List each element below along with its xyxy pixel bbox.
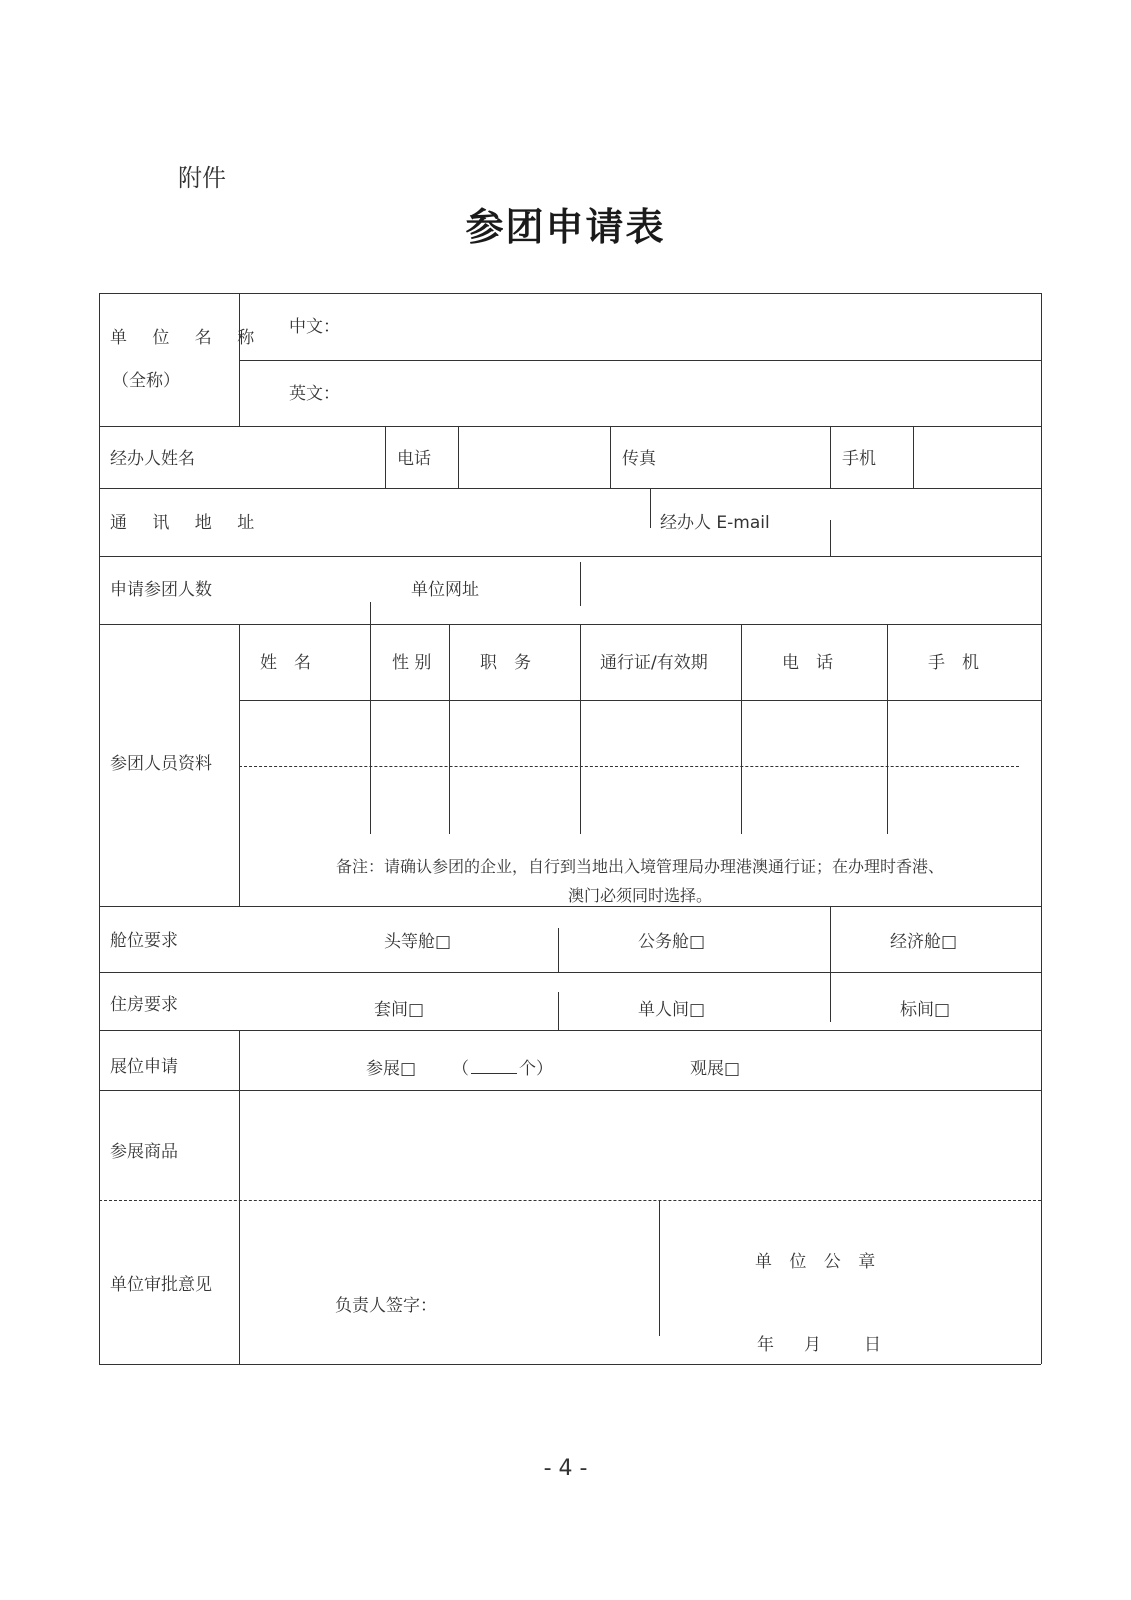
booth-visit-checkbox[interactable]: 观展□ — [690, 1059, 741, 1079]
cabin-first-checkbox[interactable]: 头等舱□ — [384, 932, 452, 952]
applicant-count-label: 申请参团人数 — [110, 580, 212, 600]
housing-label: 住房要求 — [110, 995, 178, 1015]
mobile-label: 手机 — [842, 449, 876, 469]
housing-standard-checkbox[interactable]: 标间□ — [900, 1000, 951, 1020]
column-header-gender: 性 别 — [392, 653, 432, 673]
unit-name-chinese-field[interactable]: 中文： — [289, 317, 340, 337]
column-header-permit: 通行证/有效期 — [600, 653, 708, 673]
goods-label: 参展商品 — [110, 1142, 178, 1162]
page-number: - 4 - — [543, 1456, 588, 1481]
cabin-economy-checkbox[interactable]: 经济舱□ — [890, 932, 958, 952]
column-header-position: 职 务 — [480, 653, 531, 673]
website-label: 单位网址 — [411, 580, 479, 600]
column-header-mobile: 手 机 — [928, 653, 979, 673]
booth-count-blank[interactable] — [471, 1059, 517, 1074]
members-note-line2: 澳门必须同时选择。 — [567, 886, 712, 905]
booth-count-close: 个） — [519, 1059, 553, 1079]
approval-label: 单位审批意见 — [110, 1275, 212, 1295]
column-header-name: 姓 名 — [260, 653, 311, 673]
date-day-label: 日 — [864, 1335, 881, 1355]
booth-count-field[interactable] — [452, 1054, 553, 1079]
unit-name-label: 单 位 名 称 — [110, 328, 265, 348]
date-year-label: 年 — [757, 1335, 774, 1355]
address-label: 通 讯 地 址 — [110, 513, 265, 533]
cabin-label: 舱位要求 — [110, 931, 178, 951]
booth-exhibit-checkbox[interactable]: 参展□ — [366, 1059, 417, 1079]
fax-label: 传真 — [622, 449, 656, 469]
unit-seal-label: 单 位 公 章 — [755, 1252, 882, 1272]
members-note-line1: 备注：请确认参团的企业，自行到当地出入境管理局办理港澳通行证；在办理时香港、 — [335, 857, 944, 876]
housing-suite-checkbox[interactable]: 套间□ — [374, 1000, 425, 1020]
date-month-label: 月 — [804, 1335, 821, 1355]
signature-label[interactable]: 负责人签字： — [335, 1296, 437, 1316]
booth-count-open: （ — [452, 1059, 469, 1079]
cabin-business-checkbox[interactable]: 公务舱□ — [638, 932, 706, 952]
attachment-label: 附件 — [178, 164, 226, 192]
handler-email-label: 经办人 E-mail — [660, 513, 770, 533]
phone-label: 电话 — [397, 449, 431, 469]
column-header-phone: 电 话 — [782, 653, 833, 673]
members-label: 参团人员资料 — [110, 754, 212, 774]
unit-name-english-field[interactable]: 英文： — [289, 384, 340, 404]
unit-name-sub-label: （全称） — [112, 371, 180, 391]
members-note — [245, 852, 1035, 910]
form-title: 参团申请表 — [465, 205, 666, 249]
handler-name-label: 经办人姓名 — [110, 449, 195, 469]
housing-single-checkbox[interactable]: 单人间□ — [638, 1000, 706, 1020]
booth-label: 展位申请 — [110, 1057, 178, 1077]
